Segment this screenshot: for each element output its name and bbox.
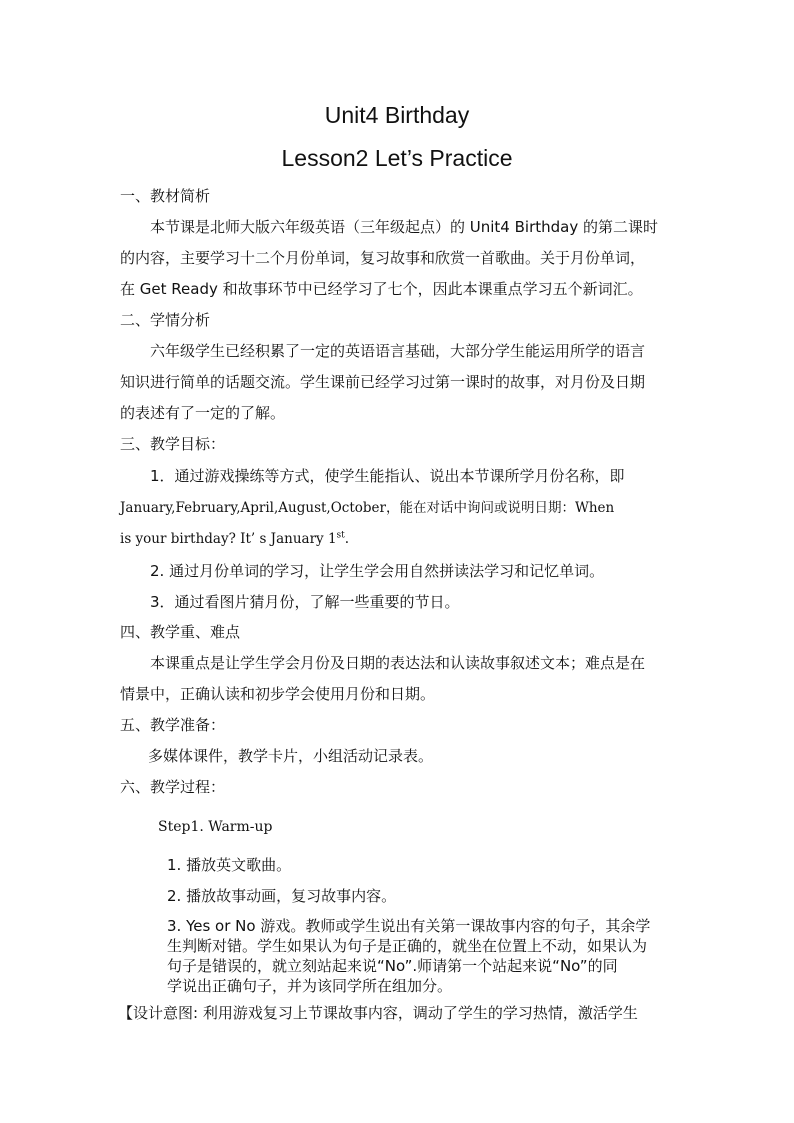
paragraph-line: 在 Get Ready 和故事环节中已经学习了七个，因此本课重点学习五个新词汇。 <box>120 280 643 298</box>
goal-line <box>120 529 349 549</box>
goal-tail: . <box>344 531 350 547</box>
list-item-continued: 生判断对错。学生如果认为句子是正确的，就坐在位置上不动，如果认为 <box>167 937 648 955</box>
list-item: 1. 播放英文歌曲。 <box>167 856 292 874</box>
paragraph-line: 六年级学生已经积累了一定的英语语言基础，大部分学生能运用所学的语言 <box>150 342 646 360</box>
paragraph-line: 本课重点是让学生学会月份及日期的表达法和认读故事叙述文本；难点是在 <box>150 654 646 672</box>
paragraph-line: 情景中，正确认读和初步学会使用月份和日期。 <box>120 685 436 703</box>
section-heading-2: 二、学情分析 <box>120 311 211 329</box>
paragraph-line: 多媒体课件，教学卡片，小组活动记录表。 <box>148 747 434 765</box>
section-heading-1: 一、教材简析 <box>120 187 211 205</box>
design-intent: 【设计意图: 利用游戏复习上节课故事内容，调动了学生的学习热情，激活学生 <box>118 1004 638 1022</box>
list-item: 3. Yes or No 游戏。教师或学生说出有关第一课故事内容的句子，其余学 <box>167 917 651 935</box>
section-heading-6: 六、教学过程： <box>120 778 226 796</box>
title-lesson: Lesson2 Let’s Practice <box>281 145 513 171</box>
title-unit: Unit4 Birthday <box>324 102 470 128</box>
goal-line: 1．通过游戏操练等方式，使学生能指认、说出本节课所学月份名称，即 <box>150 467 625 485</box>
list-item: 2. 播放故事动画，复习故事内容。 <box>167 887 397 905</box>
goal-line: January,February,April,August,October，能在对话中询问或说明日期：When <box>120 500 615 516</box>
goal-line: 3．通过看图片猜月份，了解一些重要的节日。 <box>150 593 460 611</box>
section-heading-5: 五、教学准备： <box>120 716 226 734</box>
goal-line: 2. 通过月份单词的学习，让学生学会用自然拼读法学习和记忆单词。 <box>150 562 605 580</box>
goal-text: is your birthday? It’ s January 1 <box>120 531 337 547</box>
ordinal-suffix: st <box>336 530 345 541</box>
paragraph-line: 的表述有了一定的了解。 <box>120 404 286 422</box>
list-item-continued: 句子是错误的，就立刻站起来说“No”.师请第一个站起来说“No”的同 <box>167 957 618 975</box>
paragraph-line: 的内容，主要学习十二个月份单词，复习故事和欣赏一首歌曲。关于月份单词， <box>120 249 646 267</box>
step-heading: Step1. Warm-up <box>158 819 273 835</box>
section-heading-3: 三、教学目标： <box>120 435 226 453</box>
list-item-continued: 学说出正确句子，并为该同学所在组加分。 <box>167 977 453 995</box>
section-heading-4: 四、教学重、难点 <box>120 623 241 641</box>
paragraph-line: 本节课是北师大版六年级英语（三年级起点）的 Unit4 Birthday 的第二课时 <box>150 218 658 236</box>
paragraph-line: 知识进行简单的话题交流。学生课前已经学习过第一课时的故事，对月份及日期 <box>120 373 646 391</box>
